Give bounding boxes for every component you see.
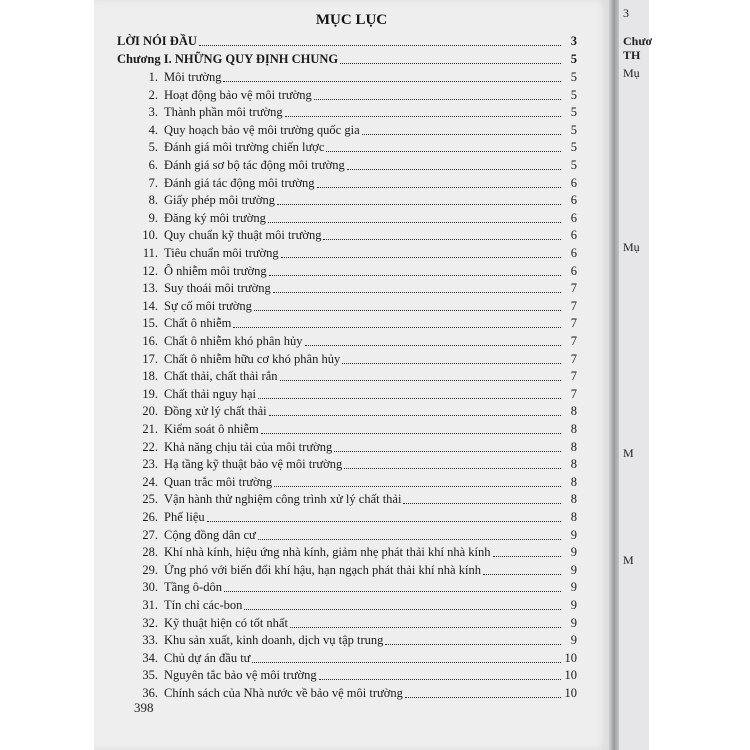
- toc-entry-label: Kỹ thuật hiện có tốt nhất: [164, 615, 288, 630]
- facing-page-text-fragment: TH: [623, 48, 641, 62]
- toc-entry-page: 8: [570, 439, 577, 454]
- toc-entry-page: 6: [570, 263, 577, 278]
- dot-leader: [199, 44, 561, 46]
- toc-item: [128, 386, 577, 402]
- toc-entry-label: Đồng xử lý chất thải: [164, 404, 267, 419]
- toc-entry-page: 7: [570, 351, 577, 366]
- dot-leader: [285, 115, 561, 117]
- toc-entry-page: 8: [570, 492, 577, 507]
- toc-entry-number: 30.: [142, 580, 158, 595]
- dot-leader: [483, 573, 561, 575]
- toc-entry-number: 9.: [148, 210, 158, 225]
- facing-page-text-fragment: Mụ: [623, 240, 640, 254]
- toc-entry-label: Thành phần môi trường: [164, 105, 283, 120]
- toc-entry-label: Ứng phó với biến đổi khí hậu, hạn ngạch phát thải khí nhà kính: [164, 562, 481, 577]
- toc-item: [128, 280, 577, 296]
- toc-entry-label: Suy thoái môi trường: [164, 281, 271, 296]
- toc-entry-label: Kiểm soát ô nhiễm: [164, 422, 259, 436]
- dot-leader: [403, 502, 561, 504]
- toc-entry-number: 28.: [142, 545, 158, 560]
- toc-entry-page: 8: [570, 474, 577, 489]
- toc-entry-page: 5: [570, 52, 577, 66]
- toc-item: [128, 245, 577, 261]
- toc-entry-page: 10: [564, 686, 577, 700]
- dot-leader: [261, 432, 561, 434]
- toc-entry-label: Chương I. NHỮNG QUY ĐỊNH CHUNG: [117, 52, 339, 66]
- toc-entry-page: 10: [564, 650, 577, 665]
- dot-leader: [342, 362, 561, 364]
- toc-entry-page: 9: [570, 615, 577, 630]
- toc-entry-label: Quy hoạch bảo vệ môi trường quốc gia: [164, 122, 360, 137]
- toc-entry-page: 9: [570, 580, 577, 595]
- toc-item: [128, 456, 577, 472]
- toc-entry-number: 16.: [142, 334, 158, 348]
- toc-entry-page: 9: [570, 527, 577, 542]
- dot-leader: [385, 643, 561, 645]
- toc-entry-number: 34.: [142, 650, 158, 665]
- facing-page: [619, 0, 653, 750]
- toc-entry-page: 5: [570, 158, 577, 172]
- toc-entry-number: 36.: [142, 686, 158, 700]
- dot-leader: [244, 608, 561, 610]
- toc-entry-number: 31.: [142, 598, 158, 612]
- toc-item: [128, 439, 577, 455]
- toc-entry-label: Tiêu chuẩn môi trường: [164, 246, 279, 260]
- toc-intro-entry: [117, 33, 577, 49]
- toc-entry-label: Đăng ký môi trường: [164, 210, 266, 225]
- toc-entry-number: 8.: [148, 193, 158, 208]
- toc-item: [128, 263, 577, 279]
- toc-entry-number: 22.: [142, 439, 158, 454]
- toc-entry-page: 6: [570, 246, 577, 260]
- dot-leader: [281, 256, 561, 258]
- toc-item: [128, 122, 577, 138]
- toc-entry-number: 12.: [142, 263, 158, 278]
- toc-entry-label: Chất thải, chất thải rắn: [164, 369, 278, 384]
- dot-leader: [223, 80, 561, 82]
- toc-item: [128, 509, 577, 525]
- toc-entry-number: 14.: [142, 298, 158, 313]
- dot-leader: [314, 98, 561, 100]
- toc-entry-label: Khu sản xuất, kinh doanh, dịch vụ tập trung: [164, 633, 384, 648]
- dot-leader: [277, 203, 561, 205]
- toc-item: [128, 474, 577, 490]
- toc-entry-number: 5.: [148, 140, 158, 155]
- toc-entry-label: Tín chỉ các-bon: [164, 598, 243, 612]
- page-title: MỤC LỤC: [315, 12, 388, 28]
- toc-entry-page: 8: [570, 404, 577, 419]
- toc-entry-label: Khí nhà kính, hiệu ứng nhà kính, giảm nhẹ phát thải khí nhà kính: [164, 545, 491, 560]
- toc-entry-page: 5: [570, 87, 577, 102]
- dot-leader: [207, 520, 561, 522]
- toc-item: [128, 210, 577, 226]
- dot-leader: [340, 62, 561, 64]
- dot-leader: [269, 274, 561, 276]
- toc-entry-label: Khả năng chịu tải của môi trường: [164, 439, 333, 454]
- toc-entry-label: Quy chuẩn kỹ thuật môi trường: [164, 228, 322, 243]
- toc-item: [128, 421, 577, 437]
- facing-page-text-fragment: 3: [623, 6, 629, 20]
- toc-entry-page: 5: [570, 140, 577, 155]
- toc-entry-number: 15.: [142, 316, 158, 331]
- toc-entry-page: 7: [570, 281, 577, 296]
- dot-leader: [305, 344, 561, 346]
- toc-entry-number: 23.: [142, 457, 158, 472]
- toc-item: [128, 491, 577, 507]
- toc-item: [128, 69, 577, 85]
- dot-leader: [362, 133, 561, 135]
- toc-entry-page: 8: [570, 510, 577, 524]
- toc-entry-number: 29.: [142, 562, 158, 577]
- toc-item: [128, 403, 577, 419]
- dot-leader: [317, 186, 561, 188]
- toc-entry-label: Hạ tầng kỹ thuật bảo vệ môi trường: [164, 457, 343, 472]
- toc-entry-label: Cộng đồng dân cư: [164, 527, 256, 542]
- dot-leader: [326, 150, 561, 152]
- toc-entry-page: 6: [570, 228, 577, 243]
- toc-entry-number: 21.: [142, 422, 158, 436]
- toc-item: [128, 527, 577, 543]
- dot-leader: [323, 238, 561, 240]
- toc-entry-page: 9: [570, 562, 577, 577]
- toc-entry-label: Đánh giá tác động môi trường: [164, 175, 315, 190]
- toc-entry-page: 5: [570, 105, 577, 120]
- toc-entry-number: 4.: [148, 122, 158, 137]
- toc-entry-label: Quan trắc môi trường: [164, 474, 273, 489]
- dot-leader: [269, 414, 561, 416]
- toc-entry-label: Phế liệu: [164, 510, 205, 524]
- toc-entry-page: 8: [570, 457, 577, 472]
- toc-entry-label: Chất ô nhiễm hữu cơ khó phân hủy: [164, 351, 341, 366]
- dot-leader: [268, 221, 561, 223]
- toc-entry-page: 7: [570, 316, 577, 331]
- toc-entry-label: Đánh giá môi trường chiến lược: [164, 140, 325, 155]
- dot-leader: [347, 168, 561, 170]
- toc-entry-label: Chính sách của Nhà nước về bảo vệ môi trường: [164, 686, 403, 700]
- dot-leader: [252, 661, 561, 663]
- toc-entry-number: 32.: [142, 615, 158, 630]
- toc-entry-page: 7: [570, 386, 577, 401]
- toc-entry-page: 9: [570, 598, 577, 612]
- toc-entry-label: Chủ dự án đầu tư: [164, 650, 251, 665]
- toc-entry-number: 6.: [148, 158, 158, 172]
- toc-entry-page: 3: [570, 34, 577, 48]
- toc-entry-page: 7: [570, 369, 577, 384]
- page-number: 398: [134, 700, 154, 715]
- toc-entry-number: 33.: [142, 633, 158, 648]
- dot-leader: [258, 538, 561, 540]
- toc-entry-label: Hoạt động bảo vệ môi trường: [164, 87, 312, 102]
- dot-leader: [280, 379, 561, 381]
- toc-item: [128, 333, 577, 349]
- book-gutter: [609, 0, 619, 750]
- facing-page-text-fragment: M: [623, 446, 634, 460]
- toc-item: [128, 315, 577, 331]
- toc-item: [128, 667, 577, 683]
- toc-entry-page: 7: [570, 334, 577, 348]
- dot-leader: [273, 291, 561, 293]
- toc-entry-number: 19.: [142, 386, 158, 401]
- toc-entry-page: 6: [570, 175, 577, 190]
- toc-entry-label: Ô nhiễm môi trường: [164, 263, 267, 278]
- toc-entry-label: LỜI NÓI ĐẦU: [117, 34, 197, 48]
- toc-entry-page: 9: [570, 633, 577, 648]
- toc-item: [128, 175, 577, 191]
- toc-entry-number: 1.: [148, 70, 158, 84]
- toc-entry-number: 17.: [142, 351, 158, 366]
- toc-item: [128, 579, 577, 595]
- toc-entry-number: 27.: [142, 527, 158, 542]
- facing-page-text-fragment: Mụ: [623, 66, 640, 80]
- toc-item: [128, 227, 577, 243]
- toc-entry-page: 8: [570, 422, 577, 436]
- dot-leader: [334, 450, 561, 452]
- toc-entry-page: 7: [570, 298, 577, 313]
- toc-entry-page: 5: [570, 122, 577, 137]
- dot-leader: [274, 485, 561, 487]
- toc-item: [128, 615, 577, 631]
- toc-entry-page: 5: [570, 70, 577, 84]
- toc-entry-page: 9: [570, 545, 577, 560]
- toc-entry-number: 13.: [142, 281, 158, 296]
- toc-item: [128, 157, 577, 173]
- toc-item: [128, 597, 577, 613]
- dot-leader: [493, 555, 561, 557]
- dot-leader: [290, 626, 561, 628]
- toc-entry-number: 10.: [142, 228, 158, 243]
- facing-page-text-fragment: Chươ: [623, 34, 653, 48]
- toc-entry-label: Môi trường: [164, 70, 222, 84]
- toc-entry-number: 3.: [148, 105, 158, 120]
- toc-item: [128, 298, 577, 314]
- toc-entry-label: Giấy phép môi trường: [164, 193, 275, 208]
- toc-entry-number: 35.: [142, 668, 158, 683]
- facing-page-text-fragment: M: [623, 553, 634, 567]
- toc-entry-number: 26.: [142, 510, 158, 524]
- dot-leader: [254, 309, 561, 311]
- dot-leader: [319, 678, 561, 680]
- toc-item: [128, 192, 577, 208]
- toc-entry-page: 6: [570, 210, 577, 225]
- toc-entry-number: 20.: [142, 404, 158, 419]
- toc-entry-number: 18.: [142, 369, 158, 384]
- toc-item: [128, 650, 577, 666]
- toc-entry-number: 2.: [148, 87, 158, 102]
- toc-entry-label: Chất thải nguy hại: [164, 386, 256, 401]
- toc-item: [128, 351, 577, 367]
- dot-leader: [344, 467, 561, 469]
- toc-entry-page: 10: [564, 668, 577, 683]
- toc-item: [128, 104, 577, 120]
- toc-item: [128, 368, 577, 384]
- toc-entry-label: Chất ô nhiễm khó phân hủy: [164, 334, 303, 348]
- toc-entry-label: Vận hành thử nghiệm công trình xử lý chất thải: [164, 492, 402, 507]
- toc-item: [128, 562, 577, 578]
- dot-leader: [233, 326, 561, 328]
- dot-leader: [405, 696, 561, 698]
- toc-entry-label: Sự cố môi trường: [164, 298, 252, 313]
- dot-leader: [258, 397, 561, 399]
- toc-item: [128, 87, 577, 103]
- toc-item: [128, 685, 577, 701]
- toc-chapter-entry: [117, 51, 577, 67]
- toc-item: [128, 632, 577, 648]
- toc-entry-label: Tầng ô-dôn: [164, 580, 222, 595]
- toc-entry-page: 6: [570, 193, 577, 208]
- toc-entry-number: 7.: [148, 175, 158, 190]
- toc-entry-number: 25.: [142, 492, 158, 507]
- toc-entry-label: Nguyên tắc bảo vệ môi trường: [164, 668, 317, 683]
- toc-entry-label: Đánh giá sơ bộ tác động môi trường: [164, 158, 345, 172]
- toc-entry-label: Chất ô nhiễm: [164, 316, 232, 331]
- toc-entry-number: 24.: [142, 474, 158, 489]
- dot-leader: [224, 590, 561, 592]
- toc-entry-number: 11.: [142, 246, 158, 260]
- toc-item: [128, 544, 577, 560]
- toc-item: [128, 139, 577, 155]
